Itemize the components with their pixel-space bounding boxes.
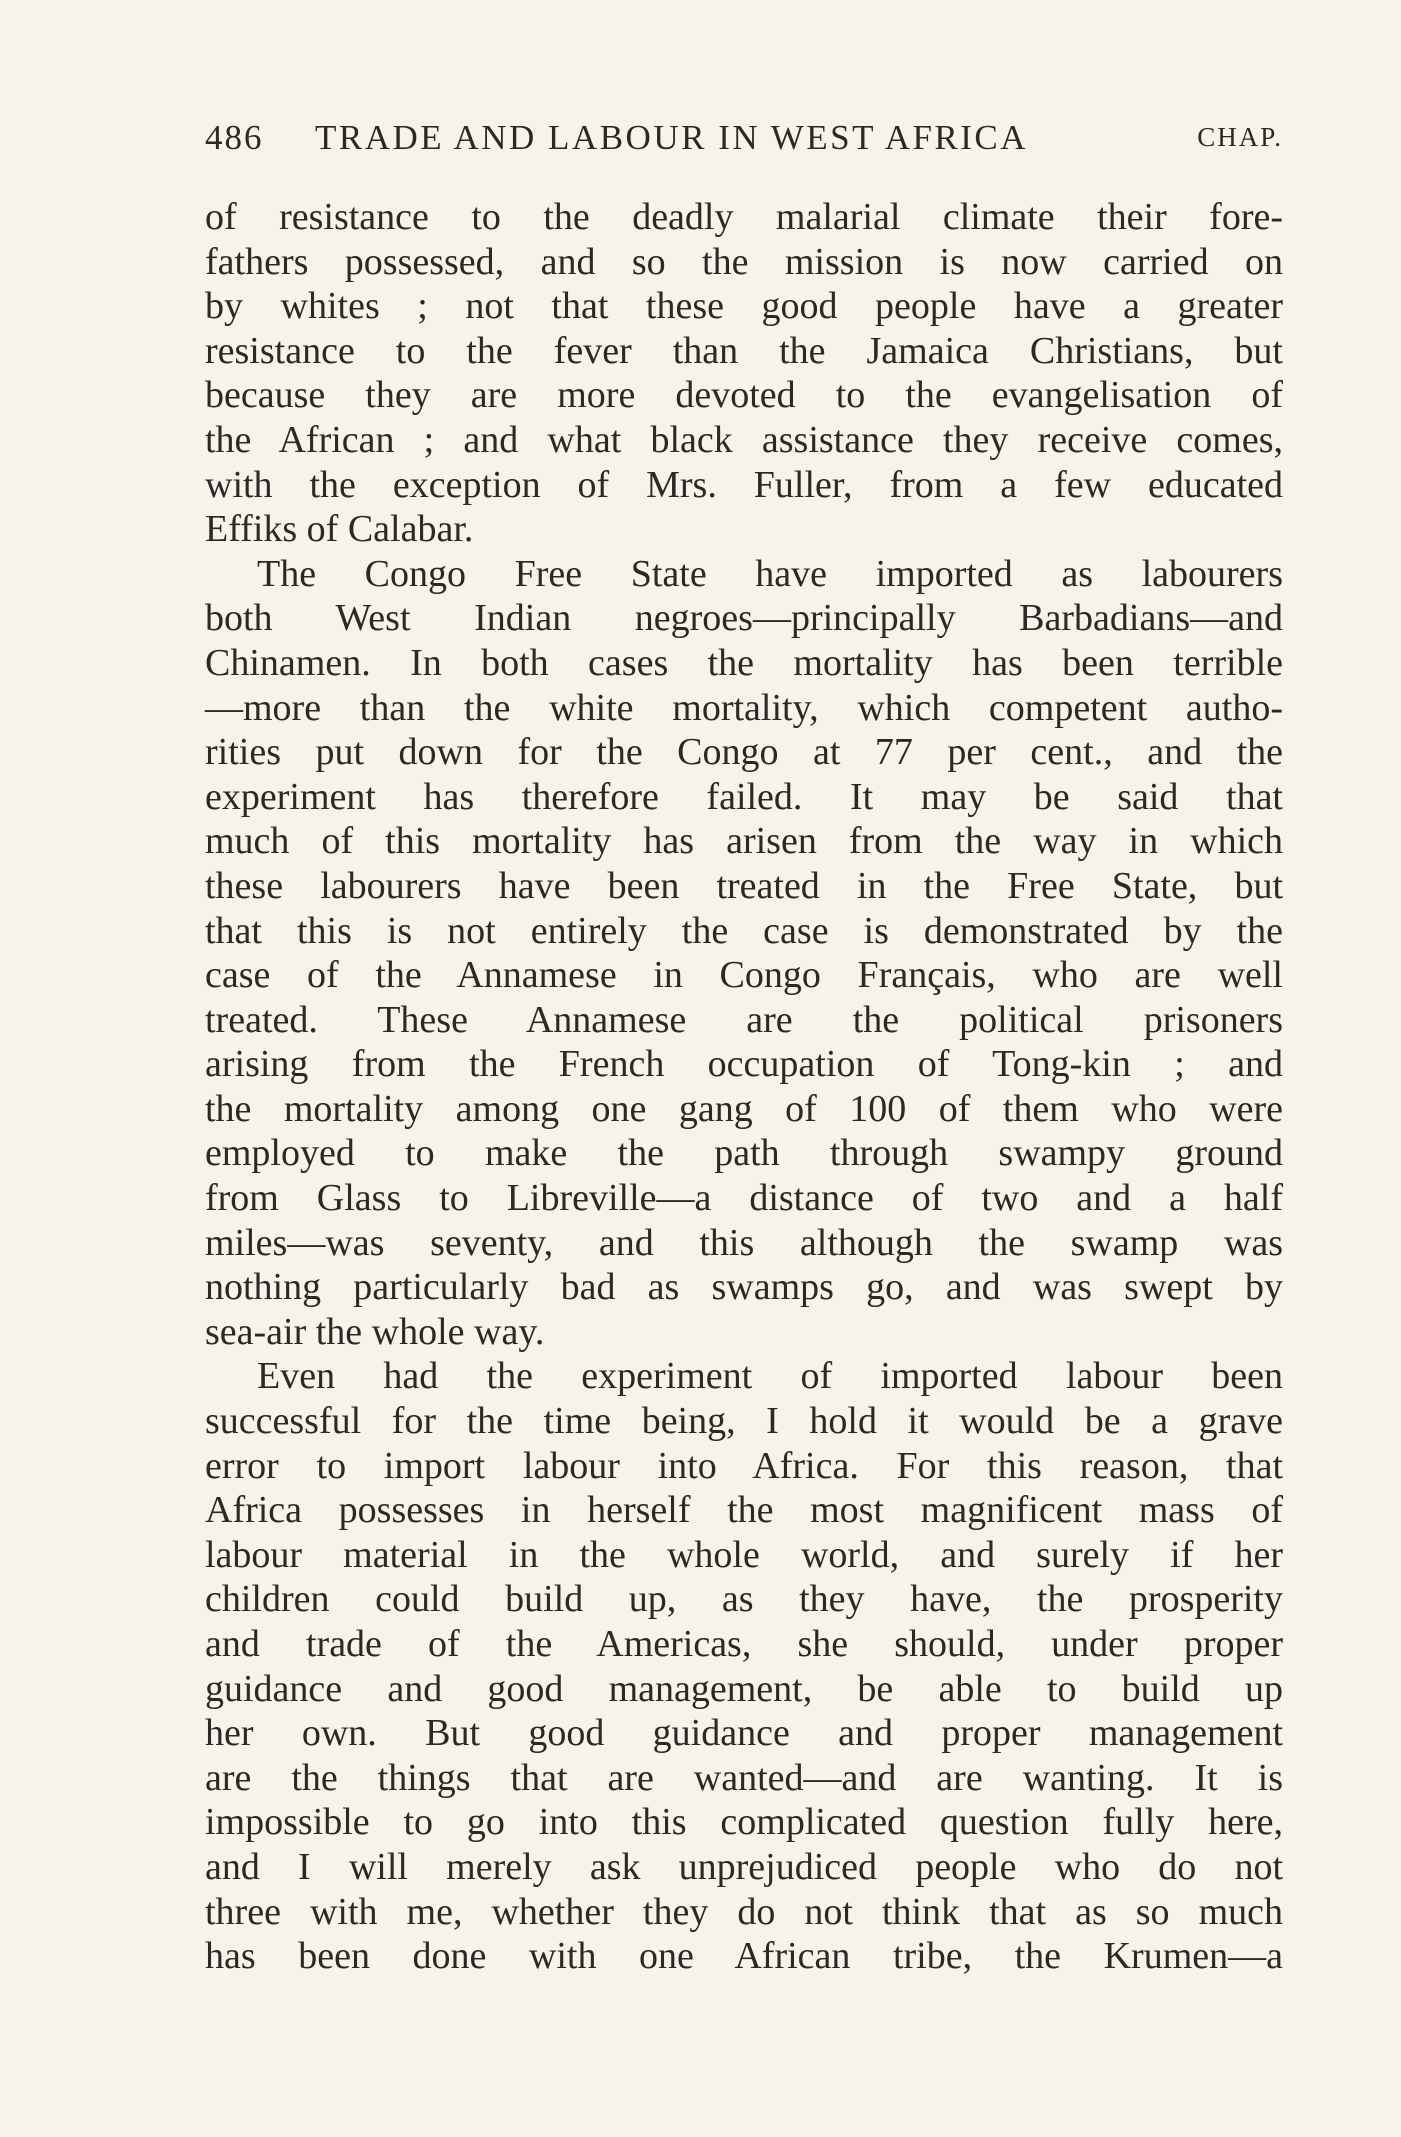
text-line: the African ; and what black assistance they receive comes,: [205, 418, 1283, 461]
text-line: sea-air the whole way.: [205, 1310, 545, 1353]
text-line: rities put down for the Congo at 77 per cent., and the: [205, 731, 1283, 774]
text-line: labour material in the whole world, and surely if her: [205, 1533, 1283, 1576]
text-line: from Glass to Libreville—a distance of two and a half: [205, 1177, 1283, 1220]
text-line: Effiks of Calabar.: [205, 508, 474, 551]
text-line: because they are more devoted to the evangelisation of: [205, 374, 1283, 417]
text-line: her own. But good guidance and proper management: [205, 1712, 1283, 1755]
text-line: has been done with one African tribe, the Krumen—a: [205, 1935, 1283, 1978]
text-line: employed to make the path through swampy ground: [205, 1132, 1283, 1175]
text-line: by whites ; not that these good people have a greater: [205, 285, 1283, 328]
text-line: the mortality among one gang of 100 of them who were: [205, 1087, 1283, 1130]
page-number: 486: [205, 118, 264, 157]
text-line: resistance to the fever than the Jamaica Christians, but: [205, 329, 1283, 372]
chapter-abbrev: CHAP.: [1197, 122, 1283, 152]
text-line: guidance and good management, be able to build up: [205, 1667, 1283, 1710]
text-line: experiment has therefore failed. It may be said that: [205, 775, 1283, 818]
running-title: TRADE AND LABOUR IN WEST AFRICA: [315, 118, 1029, 157]
text-line: children could build up, as they have, the prosperity: [205, 1578, 1283, 1621]
text-line: case of the Annamese in Congo Français, who are well: [205, 954, 1283, 997]
text-line: Chinamen. In both cases the mortality has been terrible: [205, 641, 1283, 684]
text-line: with the exception of Mrs. Fuller, from a few educated: [205, 463, 1283, 506]
text-line: —more than the white mortality, which competent autho-: [205, 686, 1283, 729]
text-line: of resistance to the deadly malarial climate their fore-: [205, 196, 1283, 238]
text-line: these labourers have been treated in the Free State, but: [205, 864, 1283, 907]
text-line: treated. These Annamese are the political prisoners: [205, 998, 1283, 1041]
text-line: nothing particularly bad as swamps go, and was swept by: [205, 1266, 1283, 1309]
body-text: [205, 195, 1283, 1979]
paragraph-first-line: Even had the experiment of imported labour been: [257, 1355, 1283, 1398]
running-head: [205, 118, 1283, 158]
text-line: successful for the time being, I hold it would be a grave: [205, 1400, 1283, 1443]
text-line: are the things that are wanted—and are wanting. It is: [205, 1756, 1283, 1799]
text-line: that this is not entirely the case is demonstrated by the: [205, 909, 1283, 952]
text-line: error to import labour into Africa. For this reason, that: [205, 1444, 1283, 1487]
text-line: arising from the French occupation of Tong-kin ; and: [205, 1043, 1283, 1086]
text-line: much of this mortality has arisen from the way in which: [205, 820, 1283, 863]
text-line: fathers possessed, and so the mission is now carried on: [205, 240, 1283, 283]
text-line: miles—was seventy, and this although the swamp was: [205, 1221, 1283, 1264]
text-line: impossible to go into this complicated question fully here,: [205, 1801, 1283, 1844]
text-line: three with me, whether they do not think that as so much: [205, 1890, 1283, 1933]
text-line: and I will merely ask unprejudiced people who do not: [205, 1845, 1283, 1888]
paragraph-first-line: The Congo Free State have imported as labourers: [257, 552, 1283, 595]
text-line: and trade of the Americas, she should, under proper: [205, 1623, 1283, 1665]
text-line: Africa possesses in herself the most magnificent mass of: [205, 1489, 1283, 1532]
text-line: both West Indian negroes—principally Barbadians—and: [205, 597, 1283, 640]
